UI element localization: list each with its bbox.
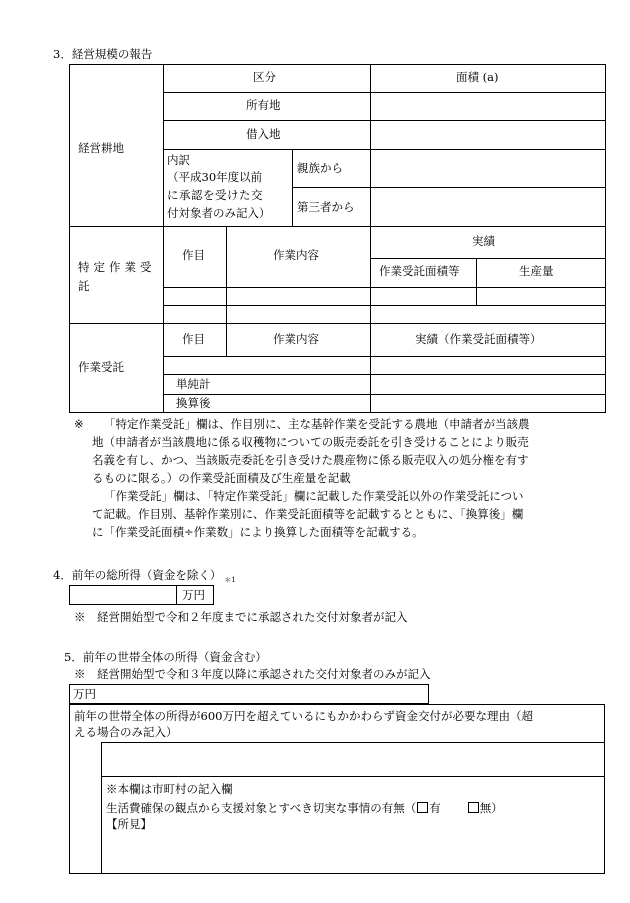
income-input[interactable] — [69, 585, 177, 605]
breakdown-line-2: （平成30年度以前 — [167, 170, 263, 184]
note-line-2: 地（申請者が当該農地に係る収穫物についての販売委託を引き受けることにより販売 — [92, 435, 529, 449]
header-crop-1: 作目 — [182, 248, 205, 262]
note-line-5: 「作業受託」欄は、「特定作業受託」欄に記載した作業受託以外の作業受託につい — [104, 489, 524, 503]
label-from-third-party: 第三者から — [297, 200, 355, 214]
reason-line-1: 前年の世帯全体の所得が600万円を超えているにもかかわらず資金交付が必要な理由（超 — [74, 709, 533, 723]
opinion-label: 【所見】 — [106, 817, 152, 831]
municipal-title: ※本欄は市町村の記入欄 — [106, 782, 233, 796]
header-area: 面積 (a) — [456, 70, 499, 84]
note-line-3: 名義を有し、かつ、当該販売委託を引き受けた農産物に係る販売収入の処分権を有す — [92, 453, 529, 467]
label-leased-land: 借入地 — [246, 127, 281, 141]
section5-note: ※ 経営開始型で令和３年度以降に承認された交付対象者のみが記入 — [74, 667, 431, 681]
header-results: 実績 — [472, 234, 495, 248]
income-unit: 万円 — [182, 588, 205, 602]
footnote-marker: ＊1 — [224, 576, 236, 584]
header-results-area: 実績（作業受託面積等） — [415, 332, 542, 346]
label-work-contract: 作業受託 — [78, 360, 124, 374]
section3-title: 3．経営規模の報告 — [53, 47, 153, 61]
note-mark: ※ — [74, 417, 84, 431]
label-from-relatives: 親族から — [297, 161, 343, 175]
note-line-4: るものに限る。）の作業受託面積及び生産量を記載 — [92, 471, 351, 485]
breakdown-line-3: に承認を受けた交 — [167, 188, 263, 202]
municipal-question: 生活費確保の観点から支援対象とすべき切実な事情の有無（ 有 無） — [106, 801, 503, 815]
header-work-content-1: 作業内容 — [273, 248, 319, 262]
breakdown-line-1: 内訳 — [167, 153, 190, 167]
household-income-unit: 万円 — [73, 687, 96, 701]
household-income-input[interactable] — [69, 684, 429, 704]
header-production: 生産量 — [519, 264, 554, 278]
header-category: 区分 — [253, 70, 276, 84]
label-converted: 換算後 — [176, 396, 211, 410]
header-crop-2: 作目 — [182, 332, 205, 346]
header-contracted-area: 作業受託面積等 — [379, 264, 460, 278]
label-owned-land: 所有地 — [246, 98, 281, 112]
section4-title: 4．前年の総所得（資金を除く） $_{*1}$ — [53, 568, 236, 584]
section5-title: 5．前年の世帯全体の所得（資金含む） — [64, 650, 267, 664]
note-line-6: て記載。作目別、基幹作業別に、作業受託面積等を記載するとともに、「換算後」欄 — [92, 507, 524, 521]
header-work-content-2: 作業内容 — [273, 332, 319, 346]
note-line-7: に「作業受託面積÷作業数」により換算した面積等を記載する。 — [92, 525, 424, 539]
section4-note: ※ 経営開始型で令和２年度までに承認された交付対象者が記入 — [74, 610, 408, 624]
reason-line-2: える場合のみ記入） — [74, 725, 178, 739]
label-simple-total: 単純計 — [176, 377, 211, 391]
label-managed-farmland: 経営耕地 — [78, 141, 124, 155]
label-specific-contract-1: 特定作業受 — [78, 260, 156, 274]
breakdown-line-4: 付対象者のみ記入） — [167, 206, 271, 220]
note-line-1: 「特定作業受託」欄は、作目別に、主な基幹作業を受託する農地（申請者が当該農 — [104, 417, 530, 431]
reason-input[interactable] — [101, 742, 605, 777]
checkbox-yes[interactable] — [417, 802, 428, 813]
label-specific-contract-2: 託 — [78, 279, 90, 293]
checkbox-no[interactable] — [468, 802, 479, 813]
